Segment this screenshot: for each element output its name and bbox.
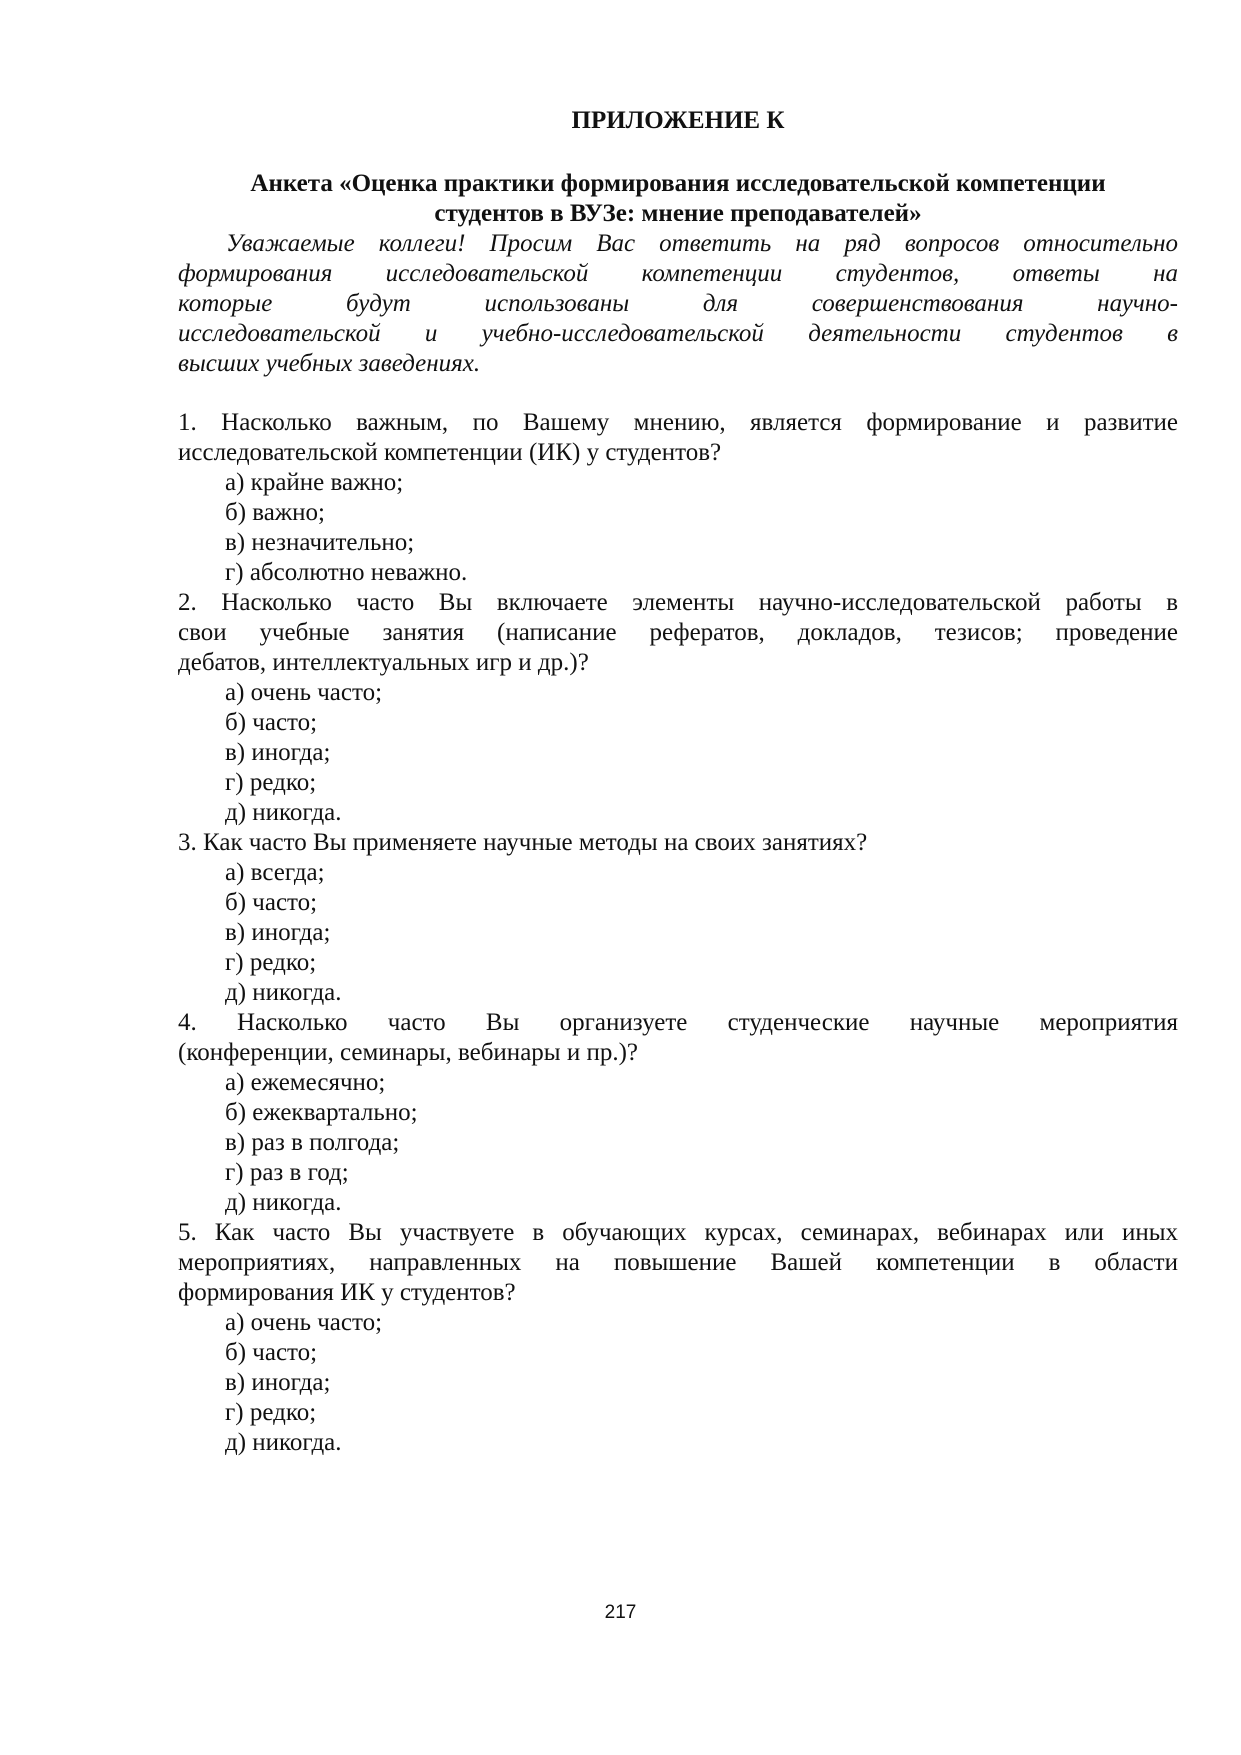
question-4-option-b: б) ежеквартально;: [225, 1099, 418, 1126]
question-4-line-2: (конференции, семинары, вебинары и пр.)?: [178, 1039, 639, 1066]
question-3-option-b: б) часто;: [225, 889, 318, 916]
appendix-title: ПРИЛОЖЕНИЕ К: [571, 107, 785, 134]
question-3-line-1: 3. Как часто Вы применяете научные методы на своих занятиях?: [178, 829, 868, 856]
question-2-line-2: свои учебные занятия (написание рефератов, докладов, тезисов; проведение: [178, 619, 1178, 646]
question-3-option-a: а) всегда;: [225, 859, 325, 886]
question-5-option-a: а) очень часто;: [225, 1309, 383, 1336]
question-2-option-e: д) никогда.: [225, 799, 342, 826]
question-3-option-c: в) иногда;: [225, 919, 331, 946]
question-4-option-d: г) раз в год;: [225, 1159, 349, 1186]
question-1-line-1: 1. Насколько важным, по Вашему мнению, является формирование и развитие: [178, 409, 1178, 436]
question-4-option-e: д) никогда.: [225, 1189, 342, 1216]
question-2-option-c: в) иногда;: [225, 739, 331, 766]
question-1-option-b: б) важно;: [225, 499, 325, 526]
question-1-option-d: г) абсолютно неважно.: [225, 559, 468, 586]
question-1-option-a: а) крайне важно;: [225, 469, 404, 496]
question-1-option-c: в) незначительно;: [225, 529, 415, 556]
intro-line-2: формирования исследовательской компетенции студентов, ответы на: [178, 260, 1178, 287]
question-2-option-b: б) часто;: [225, 709, 318, 736]
question-2-option-d: г) редко;: [225, 769, 317, 796]
page-number: 217: [604, 1602, 637, 1623]
question-5-option-c: в) иногда;: [225, 1369, 331, 1396]
question-4-option-c: в) раз в полгода;: [225, 1129, 400, 1156]
question-2-option-a: а) очень часто;: [225, 679, 383, 706]
question-3-option-d: г) редко;: [225, 949, 317, 976]
question-1-line-2: исследовательской компетенции (ИК) у студентов?: [178, 439, 722, 466]
question-3-option-e: д) никогда.: [225, 979, 342, 1006]
intro-line-5: высших учебных заведениях.: [178, 350, 481, 377]
intro-line-1: Уважаемые коллеги! Просим Вас ответить на ряд вопросов относительно: [226, 230, 1178, 257]
question-4-option-a: а) ежемесячно;: [225, 1069, 386, 1096]
question-5-option-e: д) никогда.: [225, 1429, 342, 1456]
question-2-line-1: 2. Насколько часто Вы включаете элементы научно-исследовательской работы в: [178, 589, 1178, 616]
intro-line-3: которые будут использованы для совершенствования научно-: [178, 290, 1178, 317]
question-4-line-1: 4. Насколько часто Вы организуете студенческие научные мероприятия: [178, 1009, 1178, 1036]
question-5-option-b: б) часто;: [225, 1339, 318, 1366]
question-5-line-2: мероприятиях, направленных на повышение Вашей компетенции в области: [178, 1249, 1178, 1276]
question-5-option-d: г) редко;: [225, 1399, 317, 1426]
question-2-line-3: дебатов, интеллектуальных игр и др.)?: [178, 649, 589, 676]
question-5-line-3: формирования ИК у студентов?: [178, 1279, 516, 1306]
survey-title-line-2: студентов в ВУЗе: мнение преподавателей»: [434, 200, 922, 227]
intro-line-4: исследовательской и учебно-исследовательской деятельности студентов в: [178, 320, 1178, 347]
survey-title-line-1: Анкета «Оценка практики формирования исследовательской компетенции: [250, 170, 1106, 197]
question-5-line-1: 5. Как часто Вы участвуете в обучающих курсах, семинарах, вебинарах или иных: [178, 1219, 1178, 1246]
